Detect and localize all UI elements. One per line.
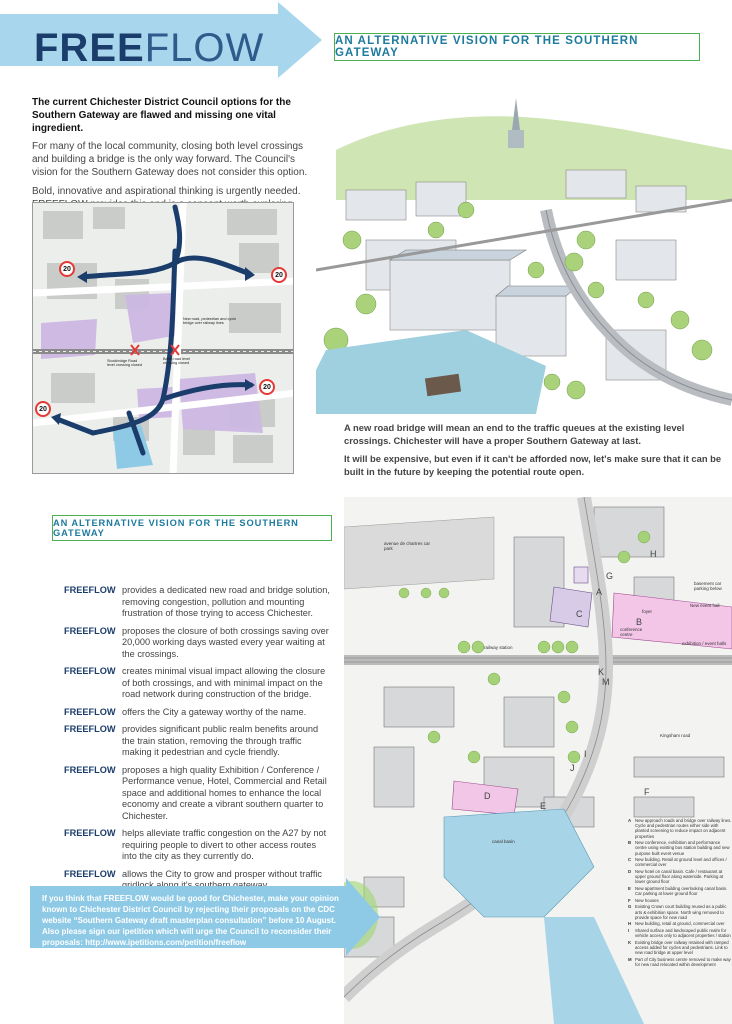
legend-key: E — [628, 886, 631, 891]
legend-row — [628, 928, 732, 938]
legend-row — [628, 898, 732, 903]
map-label-new-road: New road, pedestrian and cycle bridge over railway lines — [183, 317, 237, 326]
legend-text: Shared surface and landscaped public realm for vehicle access only to adjacent properties / station — [635, 927, 731, 939]
header-title-box — [334, 33, 700, 61]
legend-row — [628, 840, 732, 856]
legend-text: New approach roads and bridge over railway lines. Cycle and pedestrian routes either side with planted screening to reduce impact on adjacent properties — [635, 818, 732, 839]
list-item — [64, 585, 332, 620]
speed-sign-label: 20 — [263, 383, 271, 391]
bullet-brand: FREEFLOW — [64, 764, 116, 775]
legend-text: New hotel on canal basin. Cafe / restaurant at upper ground floor along waterside. Parking at lower ground floor — [635, 869, 724, 885]
bullet-text: creates minimal visual impact allowing the closure of both crossings, and with minimal impact on the road network during construction of the bridge. — [122, 666, 326, 699]
list-item — [64, 765, 332, 823]
zone-letter: F — [644, 787, 650, 797]
route-map — [32, 202, 294, 474]
legend-key: H — [628, 921, 632, 927]
route-map-drawing — [33, 203, 294, 474]
bullet-text: proposes a high quality Exhibition / Conference / Performance venue, Hotel, Commercial and Retail space and additional homes to enhance the local economy and create a vibrant southern quarter to Chichester. — [122, 764, 327, 821]
bullet-text: helps alleviate traffic congestion on the A27 by not requiring people to divert to other access routes into the city as they currently do. — [122, 828, 327, 861]
plan-label-exhibition: exhibition / event halls — [682, 641, 727, 646]
plan-label-canal: canal basin — [492, 839, 515, 844]
plan-label-car-park: avenue de chartres car park — [384, 541, 431, 551]
zone-letter: J — [570, 763, 575, 773]
caption-paragraph-1: A new road bridge will mean an end to the traffic queues at the existing level crossings. Chichester will have a proper Southern Gateway at last. — [344, 422, 685, 446]
plan-label-foyer: foyer — [642, 609, 653, 614]
list-item — [64, 626, 332, 661]
bullet-brand: FREEFLOW — [64, 585, 116, 595]
zone-letter: E — [540, 801, 547, 811]
zone-letter: D — [484, 791, 491, 801]
legend-text: New apartment building overlooking canal basin. Car parking at lower ground floor — [635, 886, 728, 897]
legend-row — [628, 857, 732, 867]
zone-letter: H — [650, 549, 657, 559]
zone-letter: K — [598, 667, 605, 677]
plan-label-basement: basement car parking below — [694, 581, 722, 591]
legend-row — [628, 904, 732, 920]
zone-letter: M — [602, 677, 610, 687]
legend-row — [628, 940, 732, 956]
legend-text: Part of City business centre removed to make way for new road relocated within development — [635, 956, 731, 967]
list-item — [64, 707, 332, 719]
aerial-sketch-drawing — [316, 90, 732, 414]
freeflow-logo — [34, 26, 264, 71]
legend-row — [628, 869, 732, 885]
intro-paragraph-1: For many of the local community, closing both level crossings and building a bridge is the only way forward. The Council's vision for the Southern Gateway does not consider this option. — [32, 141, 308, 178]
legend-text: New houses — [635, 897, 659, 903]
zone-letter: G — [606, 571, 614, 581]
legend-key: F — [628, 897, 631, 903]
bullet-brand: FREEFLOW — [64, 828, 116, 838]
header-title: AN ALTERNATIVE VISION FOR THE SOUTHERN GATEWAY — [335, 35, 639, 59]
speed-sign-label: 20 — [39, 405, 47, 413]
legend-text: Existing Crown court building reused as a public arts & exhibition space. North wing removed to provide space for new road — [635, 904, 727, 920]
legend-key: K — [628, 939, 632, 945]
list-item — [64, 828, 332, 863]
plan-label-new-event: New event hall — [690, 603, 720, 608]
zone-letter: I — [584, 749, 587, 759]
benefits-list — [64, 585, 332, 898]
map-label-stockbridge: Stockbridge Road level crossing closed — [107, 359, 143, 368]
bullet-text: provides significant public realm benefits around the train station, removing the through traffic making it pedestrian and cycle friendly. — [122, 724, 319, 757]
caption-paragraph-2: It will be expensive, but even if it can't be afforded now, let's make sure that it can be built in the future by keeping the potential route open. — [344, 453, 722, 477]
legend-text: New building. Retail at ground level and offices / commercial over — [635, 857, 727, 868]
plan-label-conference: conference centre — [620, 627, 643, 637]
plan-label-kingsham: Kingsham road — [660, 733, 691, 738]
legend-key: C — [628, 857, 632, 863]
bullet-brand: FREEFLOW — [64, 706, 116, 717]
bullet-text: provides a dedicated new road and bridge solution, removing congestion, pollution and mounting frustration of those trying to access Chichester. — [122, 585, 330, 618]
legend-key: M — [628, 956, 632, 962]
bullet-text: proposes the closure of both crossings saving over 20,000 working days wasted every year waiting at the crossings. — [122, 625, 329, 659]
zone-letter: C — [576, 609, 583, 619]
legend-key: I — [628, 927, 630, 933]
legend-row — [628, 886, 732, 896]
speed-sign — [35, 401, 51, 417]
masterplan-legend — [628, 818, 732, 969]
bullet-brand: FREEFLOW — [64, 724, 116, 734]
zone-letter: B — [636, 617, 643, 627]
zone-letter: A — [596, 587, 603, 597]
bullet-brand: FREEFLOW — [64, 625, 116, 636]
speed-sign-label: 20 — [63, 265, 71, 273]
section-title: AN ALTERNATIVE VISION FOR THE SOUTHERN GATEWAY — [53, 518, 299, 538]
speed-sign — [59, 261, 75, 277]
intro-lead: The current Chichester District Council options for the Southern Gateway are flawed and missing one vital ingredient. — [32, 97, 291, 134]
speed-sign — [271, 267, 287, 283]
legend-text: Existing bridge over railway retained with ramped access added for cycles and pedestrians. Link to new road bridge at upper level — [635, 939, 729, 956]
legend-key: B — [628, 840, 632, 846]
speed-sign-label: 20 — [275, 271, 283, 279]
bullet-brand: FREEFLOW — [64, 868, 116, 879]
list-item — [64, 666, 332, 701]
legend-text: New conference, exhibition and performance centre using existing bus station building and new purpose built event venue — [635, 840, 730, 856]
speed-sign — [259, 379, 275, 395]
intro-paragraph-2: Bold, innovative and aspirational thinking is urgently needed. — [32, 186, 301, 197]
legend-row — [628, 921, 732, 926]
sketch-caption — [344, 421, 724, 483]
plan-label-railway-station: railway station — [484, 645, 513, 650]
aerial-sketch-illustration — [316, 90, 732, 414]
petition-callout-text: If you think that FREEFLOW would be good for Chichester, make your opinion known to Chichester District Council by rejecting their proposals on the CDC website “Southern Gateway draft masterplan consultation” before 10 August. Also please sign our ipetition which will urge the Council to reconsider their proposals: http://www.ipetitions.com/petition/freeflow — [42, 894, 339, 947]
bullet-text: allows the City to grow and prosper without traffic gridlock along it's southern gateway. — [122, 868, 323, 890]
logo-free: FREE — [34, 26, 145, 70]
map-label-basin: Basin road level crossing closed — [163, 357, 191, 366]
legend-row — [628, 818, 732, 839]
bullet-text: offers the City a gateway worthy of the name. — [122, 706, 307, 717]
legend-key: D — [628, 869, 632, 874]
legend-text: New building, retail at ground, commercial over — [635, 921, 725, 927]
legend-row — [628, 957, 732, 967]
section-title-box — [52, 515, 332, 541]
list-item — [64, 724, 332, 759]
logo-flow: FLOW — [144, 26, 265, 70]
bullet-brand: FREEFLOW — [64, 666, 116, 676]
legend-key: G — [628, 904, 632, 910]
legend-key: A — [628, 818, 632, 823]
